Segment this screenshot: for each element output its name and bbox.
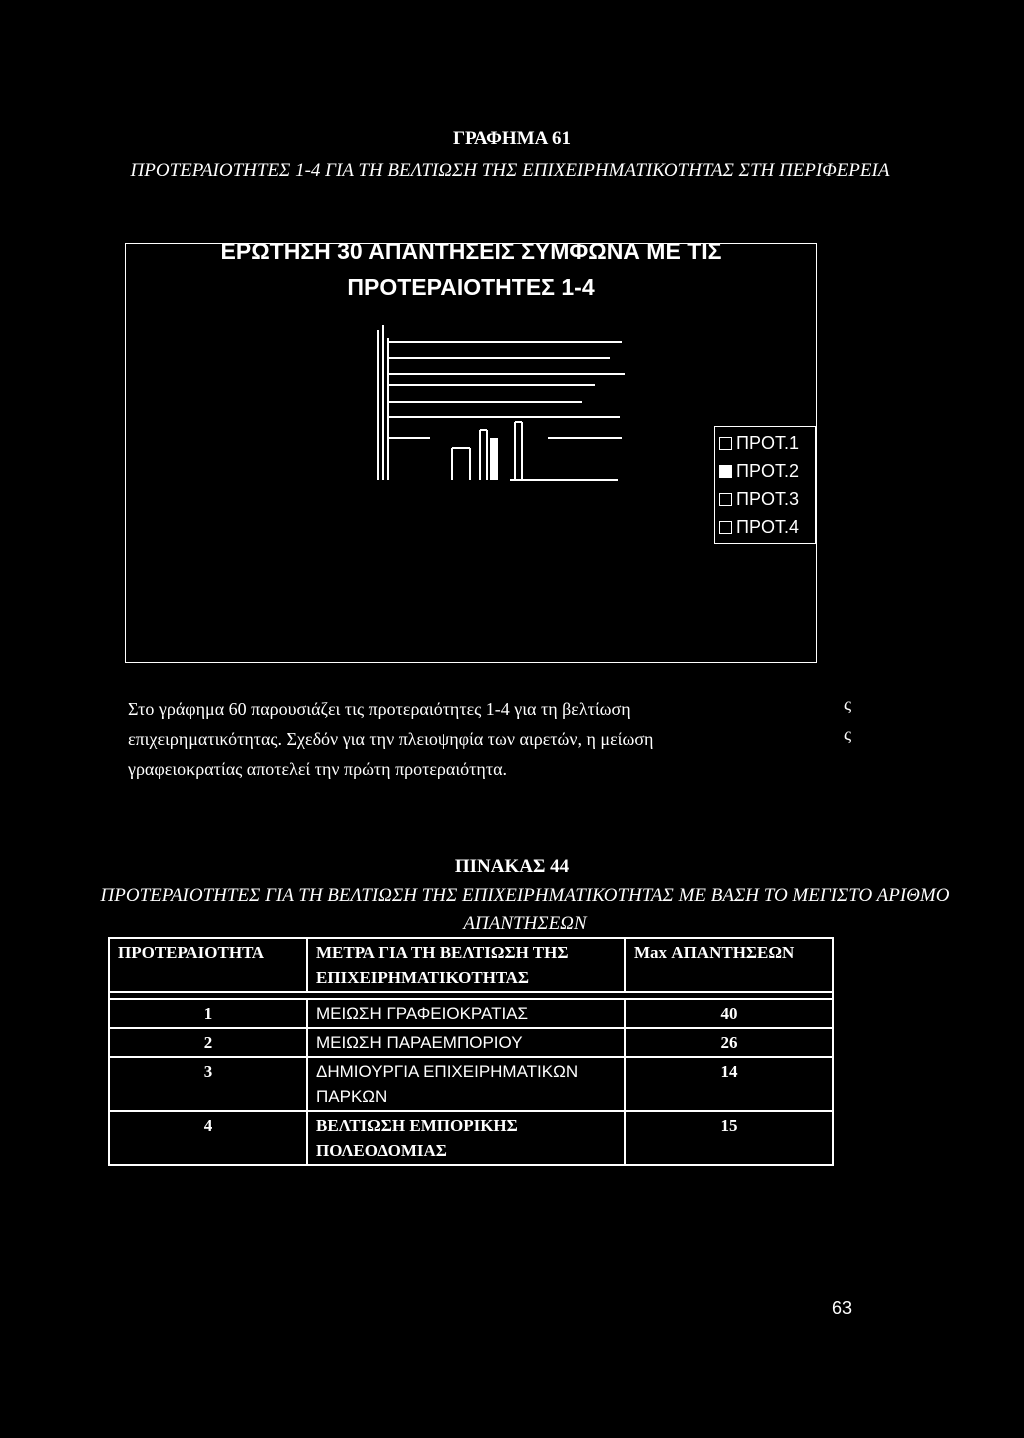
table-row bbox=[109, 1028, 833, 1057]
legend-item-prot1: ΠΡΟΤ.1 bbox=[719, 429, 815, 457]
cell-max: 40 bbox=[625, 999, 833, 1028]
paragraph-line: επιχειρηματικότητας. Σχεδόν για την πλειοψηφία των αιρετών, η μείωση bbox=[128, 729, 654, 749]
cell-priority: 4 bbox=[109, 1111, 307, 1165]
legend-swatch-filled bbox=[719, 465, 732, 478]
legend-item-prot2: ΠΡΟΤ.2 bbox=[719, 457, 815, 485]
figure-subtitle: ΠΡΟΤΕΡΑΙΟΤΗΤΕΣ 1-4 ΓΙΑ ΤΗ ΒΕΛΤΙΩΣΗ ΤΗΣ ΕΠΙΧΕΙΡΗΜΑΤΙΚΟΤΗΤΑΣ ΣΤΗ ΠΕΡΙΦΕΡΕΙΑ bbox=[130, 160, 890, 181]
cell-max: 15 bbox=[625, 1111, 833, 1165]
header-max-answers: Max ΑΠΑΝΤΗΣΕΩΝ bbox=[625, 938, 833, 992]
paragraph-line: γραφειοκρατίας αποτελεί την πρώτη προτεραιότητα. bbox=[128, 759, 507, 779]
chart-plot bbox=[370, 320, 640, 485]
cell-priority: 2 bbox=[109, 1028, 307, 1057]
paragraph-line: Στο γράφημα 60 παρουσιάζει τις προτεραιότητες 1-4 για τη βελτίωση bbox=[128, 699, 631, 719]
cell-measure: ΜΕΙΩΣΗ ΓΡΑΦΕΙΟΚΡΑΤΙΑΣ bbox=[307, 999, 625, 1028]
body-paragraph bbox=[128, 694, 858, 784]
legend-swatch-open bbox=[719, 437, 732, 450]
legend-item-prot4: ΠΡΟΤ.4 bbox=[719, 513, 815, 541]
legend-swatch-open bbox=[719, 521, 732, 534]
table-row bbox=[109, 1111, 833, 1165]
cell-measure: ΔΗΜΙΟΥΡΓΙΑ ΕΠΙΧΕΙΡΗΜΑΤΙΚΩΝ ΠΑΡΚΩΝ bbox=[307, 1057, 625, 1111]
legend-item-prot3: ΠΡΟΤ.3 bbox=[719, 485, 815, 513]
header-measures: ΜΕΤΡΑ ΓΙΑ ΤΗ ΒΕΛΤΙΩΣΗ ΤΗΣ ΕΠΙΧΕΙΡΗΜΑΤΙΚΟΤΗΤΑΣ bbox=[307, 938, 625, 992]
cell-priority: 3 bbox=[109, 1057, 307, 1111]
margin-character: ς bbox=[844, 694, 852, 714]
cell-measure: ΒΕΛΤΙΩΣΗ ΕΜΠΟΡΙΚΗΣ ΠΟΛΕΟΔΟΜΙΑΣ bbox=[307, 1111, 625, 1165]
page-number: 63 bbox=[832, 1298, 853, 1318]
legend-swatch-open bbox=[719, 493, 732, 506]
table-subtitle: ΠΡΟΤΕΡΑΙΟΤΗΤΕΣ ΓΙΑ ΤΗ ΒΕΛΤΙΩΣΗ ΤΗΣ ΕΠΙΧΕΙΡΗΜΑΤΙΚΟΤΗΤΑΣ ΜΕ ΒΑΣΗ ΤΟ ΜΕΓΙΣΤΟ ΑΡΙΘΜΟ ΑΠΑΝΤΗΣΕΩΝ bbox=[100, 885, 950, 934]
bar-prot2 bbox=[490, 438, 498, 480]
cell-measure: ΜΕΙΩΣΗ ΠΑΡΑΕΜΠΟΡΙΟΥ bbox=[307, 1028, 625, 1057]
table-row bbox=[109, 999, 833, 1028]
table-header-row bbox=[109, 938, 833, 992]
header-priority: ΠΡΟΤΕΡΑΙΟΤΗΤΑ bbox=[109, 938, 307, 992]
chart-title: ΕΡΩΤΗΣΗ 30 ΑΠΑΝΤΗΣΕΙΣ ΣΥΜΦΩΝΑ ΜΕ ΤΙΣ ΠΡΟΤΕΡΑΙΟΤΗΤΕΣ 1-4 bbox=[220, 238, 722, 300]
priorities-table bbox=[108, 937, 834, 1166]
figure-title: ΓΡΑΦΗΜΑ 61 bbox=[452, 128, 572, 149]
cell-max: 26 bbox=[625, 1028, 833, 1057]
table-row bbox=[109, 1057, 833, 1111]
cell-max: 14 bbox=[625, 1057, 833, 1111]
table-title: ΠΙΝΑΚΑΣ 44 bbox=[454, 856, 570, 877]
cell-priority: 1 bbox=[109, 999, 307, 1028]
margin-character: ς bbox=[844, 724, 852, 744]
chart-legend bbox=[714, 426, 816, 544]
table-spacer bbox=[109, 992, 833, 999]
